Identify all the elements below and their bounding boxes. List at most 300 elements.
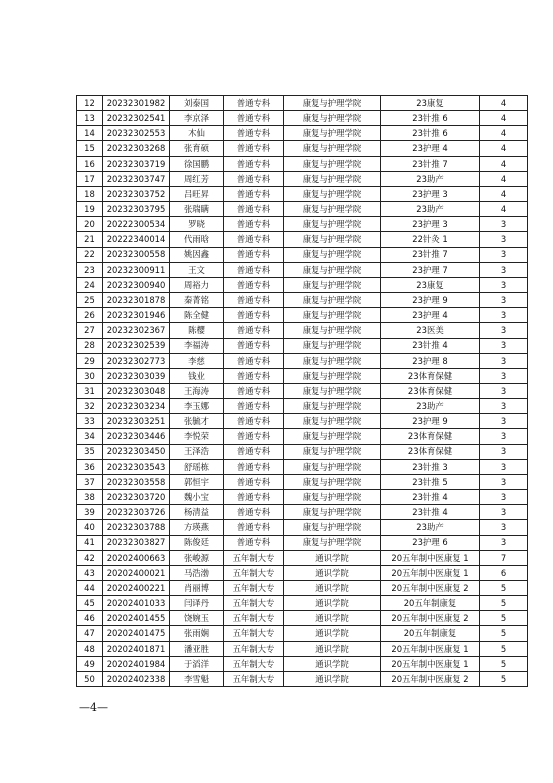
college-cell: 康复与护理学院 [284, 490, 381, 505]
class-cell: 23护理 4 [381, 141, 480, 156]
program-type-cell: 普通专科 [224, 141, 284, 156]
row-number-cell: 13 [77, 111, 103, 126]
student-name-cell: 代雨晗 [170, 232, 224, 247]
program-type-cell: 普通专科 [224, 247, 284, 262]
row-number-cell: 33 [77, 414, 103, 429]
student-name-cell: 周红芳 [170, 171, 224, 186]
class-cell: 23针推 4 [381, 490, 480, 505]
college-cell: 通识学院 [284, 581, 381, 596]
class-cell: 23助产 [381, 520, 480, 535]
program-type-cell: 普通专科 [224, 323, 284, 338]
count-cell: 4 [480, 96, 528, 111]
college-cell: 康复与护理学院 [284, 277, 381, 292]
table-row [77, 596, 528, 611]
student-id-cell: 20232303268 [103, 141, 170, 156]
table-row [77, 232, 528, 247]
student-id-cell: 20232303752 [103, 186, 170, 201]
table-row [77, 202, 528, 217]
row-number-cell: 25 [77, 293, 103, 308]
count-cell: 4 [480, 126, 528, 141]
student-name-cell: 陈樱 [170, 323, 224, 338]
table-row [77, 111, 528, 126]
class-cell: 23助产 [381, 171, 480, 186]
row-number-cell: 29 [77, 353, 103, 368]
count-cell: 5 [480, 626, 528, 641]
college-cell: 康复与护理学院 [284, 217, 381, 232]
student-id-cell: 20232302539 [103, 338, 170, 353]
program-type-cell: 普通专科 [224, 459, 284, 474]
program-type-cell: 普通专科 [224, 414, 284, 429]
count-cell: 4 [480, 156, 528, 171]
student-name-cell: 潘亚胜 [170, 641, 224, 656]
table-row [77, 247, 528, 262]
row-number-cell: 50 [77, 671, 103, 686]
program-type-cell: 普通专科 [224, 490, 284, 505]
program-type-cell: 普通专科 [224, 96, 284, 111]
program-type-cell: 五年制大专 [224, 656, 284, 671]
table-row [77, 96, 528, 111]
student-id-cell: 20232302541 [103, 111, 170, 126]
class-cell: 23体育保健 [381, 444, 480, 459]
student-id-cell: 20232300940 [103, 277, 170, 292]
student-name-cell: 姚因鑫 [170, 247, 224, 262]
class-cell: 23体育保健 [381, 383, 480, 398]
college-cell: 康复与护理学院 [284, 383, 381, 398]
page-number: —4— [79, 701, 108, 714]
count-cell: 7 [480, 550, 528, 565]
table-row [77, 126, 528, 141]
student-id-cell: 20232303251 [103, 414, 170, 429]
student-name-cell: 周裕力 [170, 277, 224, 292]
class-cell: 23体育保健 [381, 368, 480, 383]
table-row [77, 520, 528, 535]
program-type-cell: 普通专科 [224, 171, 284, 186]
row-number-cell: 19 [77, 202, 103, 217]
table-row [77, 641, 528, 656]
student-id-cell: 20202401033 [103, 596, 170, 611]
count-cell: 4 [480, 202, 528, 217]
row-number-cell: 24 [77, 277, 103, 292]
class-cell: 23护理 8 [381, 353, 480, 368]
row-number-cell: 43 [77, 565, 103, 580]
count-cell: 5 [480, 581, 528, 596]
count-cell: 5 [480, 596, 528, 611]
count-cell: 5 [480, 611, 528, 626]
class-cell: 23护理 9 [381, 293, 480, 308]
student-name-cell: 木仙 [170, 126, 224, 141]
count-cell: 3 [480, 293, 528, 308]
row-number-cell: 21 [77, 232, 103, 247]
student-id-cell: 20222300534 [103, 217, 170, 232]
table-row [77, 535, 528, 550]
student-name-cell: 陈全健 [170, 308, 224, 323]
row-number-cell: 44 [77, 581, 103, 596]
count-cell: 5 [480, 671, 528, 686]
table-row [77, 656, 528, 671]
class-cell: 20五年制康复 [381, 626, 480, 641]
program-type-cell: 五年制大专 [224, 641, 284, 656]
student-id-cell: 20232302553 [103, 126, 170, 141]
student-name-cell: 刘泰国 [170, 96, 224, 111]
row-number-cell: 15 [77, 141, 103, 156]
program-type-cell: 五年制大专 [224, 565, 284, 580]
student-name-cell: 张雨娴 [170, 626, 224, 641]
count-cell: 3 [480, 520, 528, 535]
row-number-cell: 39 [77, 505, 103, 520]
count-cell: 4 [480, 186, 528, 201]
student-id-cell: 20232303048 [103, 383, 170, 398]
student-id-cell: 20232301878 [103, 293, 170, 308]
table-row [77, 338, 528, 353]
student-id-cell: 20232300558 [103, 247, 170, 262]
row-number-cell: 40 [77, 520, 103, 535]
student-id-cell: 20202401475 [103, 626, 170, 641]
student-id-cell: 20202400021 [103, 565, 170, 580]
student-name-cell: 王泽浩 [170, 444, 224, 459]
student-id-cell: 20202402338 [103, 671, 170, 686]
college-cell: 康复与护理学院 [284, 474, 381, 489]
row-number-cell: 48 [77, 641, 103, 656]
row-number-cell: 16 [77, 156, 103, 171]
class-cell: 23助产 [381, 399, 480, 414]
college-cell: 康复与护理学院 [284, 156, 381, 171]
student-name-cell: 魏小宝 [170, 490, 224, 505]
student-name-cell: 王海涛 [170, 383, 224, 398]
program-type-cell: 普通专科 [224, 217, 284, 232]
student-name-cell: 李慈 [170, 353, 224, 368]
row-number-cell: 46 [77, 611, 103, 626]
college-cell: 康复与护理学院 [284, 459, 381, 474]
table-row [77, 429, 528, 444]
student-name-cell: 李福涛 [170, 338, 224, 353]
program-type-cell: 普通专科 [224, 520, 284, 535]
table-row [77, 277, 528, 292]
program-type-cell: 普通专科 [224, 186, 284, 201]
class-cell: 23护理 9 [381, 414, 480, 429]
count-cell: 3 [480, 247, 528, 262]
college-cell: 康复与护理学院 [284, 141, 381, 156]
count-cell: 3 [480, 429, 528, 444]
class-cell: 23针推 7 [381, 247, 480, 262]
count-cell: 5 [480, 656, 528, 671]
count-cell: 3 [480, 505, 528, 520]
table-row [77, 611, 528, 626]
college-cell: 康复与护理学院 [284, 429, 381, 444]
program-type-cell: 普通专科 [224, 535, 284, 550]
student-id-cell: 20202401984 [103, 656, 170, 671]
college-cell: 康复与护理学院 [284, 353, 381, 368]
college-cell: 通识学院 [284, 611, 381, 626]
count-cell: 3 [480, 414, 528, 429]
class-cell: 23护理 3 [381, 186, 480, 201]
student-id-cell: 20232302773 [103, 353, 170, 368]
college-cell: 通识学院 [284, 671, 381, 686]
student-name-cell: 钱业 [170, 368, 224, 383]
class-cell: 20五年制中医康复 2 [381, 611, 480, 626]
table-row [77, 444, 528, 459]
student-id-cell: 20232303788 [103, 520, 170, 535]
student-id-cell: 20232303795 [103, 202, 170, 217]
college-cell: 康复与护理学院 [284, 444, 381, 459]
table-row [77, 293, 528, 308]
student-name-cell: 李雪魁 [170, 671, 224, 686]
class-cell: 23护理 4 [381, 308, 480, 323]
class-cell: 23护理 7 [381, 262, 480, 277]
student-id-cell: 20232303450 [103, 444, 170, 459]
student-name-cell: 方瑛燕 [170, 520, 224, 535]
table-row [77, 308, 528, 323]
table-row [77, 141, 528, 156]
count-cell: 3 [480, 353, 528, 368]
program-type-cell: 普通专科 [224, 111, 284, 126]
count-cell: 3 [480, 277, 528, 292]
table-row [77, 156, 528, 171]
student-name-cell: 郭恒宇 [170, 474, 224, 489]
student-name-cell: 于滔洋 [170, 656, 224, 671]
college-cell: 康复与护理学院 [284, 96, 381, 111]
class-cell: 23针推 3 [381, 459, 480, 474]
college-cell: 康复与护理学院 [284, 414, 381, 429]
table-row [77, 383, 528, 398]
program-type-cell: 普通专科 [224, 232, 284, 247]
count-cell: 3 [480, 308, 528, 323]
class-cell: 23护理 3 [381, 217, 480, 232]
student-id-cell: 20202401455 [103, 611, 170, 626]
program-type-cell: 五年制大专 [224, 671, 284, 686]
row-number-cell: 37 [77, 474, 103, 489]
program-type-cell: 普通专科 [224, 474, 284, 489]
count-cell: 3 [480, 217, 528, 232]
student-name-cell: 秦菁铭 [170, 293, 224, 308]
student-name-cell: 肖丽博 [170, 581, 224, 596]
student-id-cell: 20232303720 [103, 490, 170, 505]
row-number-cell: 14 [77, 126, 103, 141]
program-type-cell: 五年制大专 [224, 611, 284, 626]
college-cell: 康复与护理学院 [284, 126, 381, 141]
student-id-cell: 20202401871 [103, 641, 170, 656]
program-type-cell: 普通专科 [224, 399, 284, 414]
table-row [77, 550, 528, 565]
college-cell: 通识学院 [284, 550, 381, 565]
student-name-cell: 吕旺昇 [170, 186, 224, 201]
row-number-cell: 42 [77, 550, 103, 565]
class-cell: 20五年制中医康复 2 [381, 671, 480, 686]
count-cell: 3 [480, 262, 528, 277]
student-id-cell: 20202400663 [103, 550, 170, 565]
college-cell: 康复与护理学院 [284, 293, 381, 308]
college-cell: 康复与护理学院 [284, 308, 381, 323]
table-row [77, 671, 528, 686]
program-type-cell: 普通专科 [224, 353, 284, 368]
row-number-cell: 30 [77, 368, 103, 383]
student-name-cell: 陈俊廷 [170, 535, 224, 550]
student-name-cell: 张瑞瞒 [170, 202, 224, 217]
table-row [77, 626, 528, 641]
table-row [77, 490, 528, 505]
table-row [77, 459, 528, 474]
class-cell: 20五年制中医康复 1 [381, 550, 480, 565]
program-type-cell: 普通专科 [224, 293, 284, 308]
row-number-cell: 17 [77, 171, 103, 186]
row-number-cell: 34 [77, 429, 103, 444]
college-cell: 通识学院 [284, 656, 381, 671]
row-number-cell: 35 [77, 444, 103, 459]
row-number-cell: 22 [77, 247, 103, 262]
program-type-cell: 普通专科 [224, 126, 284, 141]
table-row [77, 399, 528, 414]
program-type-cell: 普通专科 [224, 383, 284, 398]
college-cell: 康复与护理学院 [284, 505, 381, 520]
student-name-cell: 李京泽 [170, 111, 224, 126]
college-cell: 通识学院 [284, 596, 381, 611]
class-cell: 23体育保健 [381, 429, 480, 444]
class-cell: 20五年制中医康复 1 [381, 641, 480, 656]
student-name-cell: 杨清益 [170, 505, 224, 520]
student-id-cell: 20232303827 [103, 535, 170, 550]
count-cell: 6 [480, 565, 528, 580]
student-id-cell: 20222340014 [103, 232, 170, 247]
count-cell: 4 [480, 171, 528, 186]
college-cell: 康复与护理学院 [284, 202, 381, 217]
roster-table-body [77, 96, 528, 687]
program-type-cell: 普通专科 [224, 338, 284, 353]
student-id-cell: 20232301982 [103, 96, 170, 111]
count-cell: 4 [480, 141, 528, 156]
student-name-cell: 徐国鹏 [170, 156, 224, 171]
student-name-cell: 马浩渤 [170, 565, 224, 580]
class-cell: 23康复 [381, 96, 480, 111]
table-row [77, 474, 528, 489]
program-type-cell: 普通专科 [224, 308, 284, 323]
row-number-cell: 28 [77, 338, 103, 353]
class-cell: 22针灸 1 [381, 232, 480, 247]
college-cell: 通识学院 [284, 565, 381, 580]
class-cell: 23医美 [381, 323, 480, 338]
row-number-cell: 45 [77, 596, 103, 611]
program-type-cell: 普通专科 [224, 202, 284, 217]
class-cell: 23针推 6 [381, 111, 480, 126]
student-id-cell: 20232303719 [103, 156, 170, 171]
table-row [77, 323, 528, 338]
count-cell: 3 [480, 399, 528, 414]
student-name-cell: 李玉娜 [170, 399, 224, 414]
class-cell: 20五年制中医康复 2 [381, 581, 480, 596]
table-row [77, 171, 528, 186]
row-number-cell: 38 [77, 490, 103, 505]
college-cell: 康复与护理学院 [284, 186, 381, 201]
college-cell: 康复与护理学院 [284, 111, 381, 126]
count-cell: 3 [480, 490, 528, 505]
student-id-cell: 20232303747 [103, 171, 170, 186]
class-cell: 20五年制康复 [381, 596, 480, 611]
class-cell: 23针推 4 [381, 505, 480, 520]
college-cell: 康复与护理学院 [284, 323, 381, 338]
table-row [77, 217, 528, 232]
count-cell: 3 [480, 232, 528, 247]
student-name-cell: 舒瑶栋 [170, 459, 224, 474]
row-number-cell: 31 [77, 383, 103, 398]
program-type-cell: 普通专科 [224, 429, 284, 444]
college-cell: 康复与护理学院 [284, 262, 381, 277]
row-number-cell: 18 [77, 186, 103, 201]
count-cell: 3 [480, 474, 528, 489]
student-name-cell: 张育硕 [170, 141, 224, 156]
count-cell: 3 [480, 323, 528, 338]
student-name-cell: 王文 [170, 262, 224, 277]
student-id-cell: 20232303543 [103, 459, 170, 474]
class-cell: 20五年制中医康复 1 [381, 656, 480, 671]
count-cell: 3 [480, 368, 528, 383]
student-id-cell: 20232303234 [103, 399, 170, 414]
class-cell: 23针推 7 [381, 156, 480, 171]
class-cell: 23针推 5 [381, 474, 480, 489]
table-row [77, 565, 528, 580]
row-number-cell: 20 [77, 217, 103, 232]
row-number-cell: 32 [77, 399, 103, 414]
class-cell: 20五年制中医康复 1 [381, 565, 480, 580]
row-number-cell: 23 [77, 262, 103, 277]
row-number-cell: 27 [77, 323, 103, 338]
count-cell: 3 [480, 383, 528, 398]
row-number-cell: 47 [77, 626, 103, 641]
program-type-cell: 五年制大专 [224, 626, 284, 641]
roster-sheet [76, 95, 527, 687]
table-row [77, 368, 528, 383]
program-type-cell: 普通专科 [224, 262, 284, 277]
student-name-cell: 张毓才 [170, 414, 224, 429]
college-cell: 康复与护理学院 [284, 247, 381, 262]
count-cell: 4 [480, 111, 528, 126]
college-cell: 康复与护理学院 [284, 535, 381, 550]
student-name-cell: 饶婉玉 [170, 611, 224, 626]
count-cell: 3 [480, 535, 528, 550]
college-cell: 康复与护理学院 [284, 232, 381, 247]
college-cell: 通识学院 [284, 641, 381, 656]
program-type-cell: 普通专科 [224, 156, 284, 171]
class-cell: 23针推 6 [381, 126, 480, 141]
program-type-cell: 普通专科 [224, 368, 284, 383]
row-number-cell: 49 [77, 656, 103, 671]
row-number-cell: 41 [77, 535, 103, 550]
program-type-cell: 普通专科 [224, 505, 284, 520]
count-cell: 3 [480, 444, 528, 459]
student-id-cell: 20232302367 [103, 323, 170, 338]
table-row [77, 581, 528, 596]
program-type-cell: 普通专科 [224, 444, 284, 459]
student-name-cell: 罗晓 [170, 217, 224, 232]
count-cell: 3 [480, 459, 528, 474]
class-cell: 23助产 [381, 202, 480, 217]
student-name-cell: 闫译丹 [170, 596, 224, 611]
student-id-cell: 20232303039 [103, 368, 170, 383]
college-cell: 通识学院 [284, 626, 381, 641]
program-type-cell: 五年制大专 [224, 581, 284, 596]
college-cell: 康复与护理学院 [284, 368, 381, 383]
college-cell: 康复与护理学院 [284, 520, 381, 535]
student-id-cell: 20232303726 [103, 505, 170, 520]
student-id-cell: 20232303446 [103, 429, 170, 444]
class-cell: 23康复 [381, 277, 480, 292]
table-row [77, 186, 528, 201]
program-type-cell: 五年制大专 [224, 596, 284, 611]
table-row [77, 262, 528, 277]
student-id-cell: 20232300911 [103, 262, 170, 277]
student-id-cell: 20232303558 [103, 474, 170, 489]
class-cell: 23针推 4 [381, 338, 480, 353]
class-cell: 23护理 6 [381, 535, 480, 550]
table-row [77, 353, 528, 368]
table-row [77, 505, 528, 520]
